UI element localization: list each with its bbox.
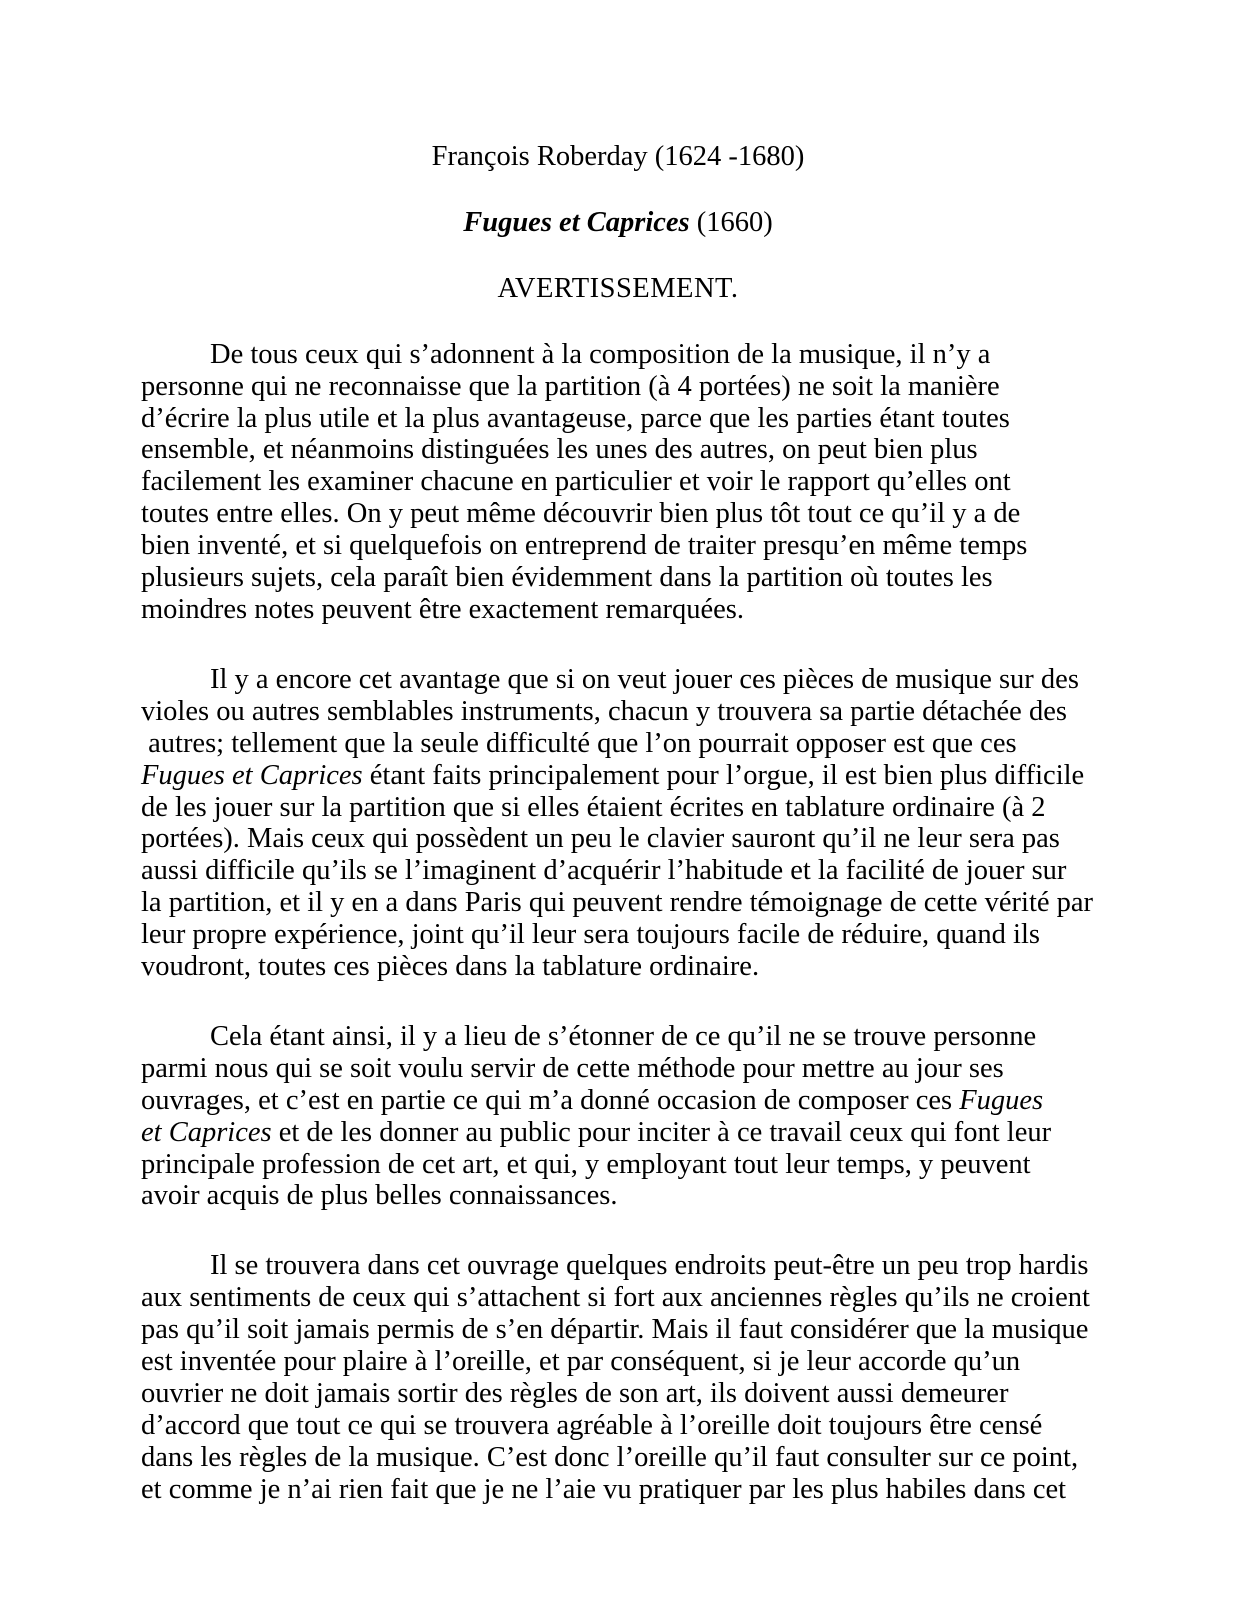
text-line [141, 1474, 1095, 1506]
text-segment: Cela étant ainsi, il y a lieu de s’étonner de ce qu’il ne se trouve personne [210, 1020, 1037, 1052]
text-line [141, 1378, 1095, 1410]
text-segment: personne qui ne reconnaisse que la partition (à 4 portées) ne soit la manière [141, 370, 1000, 402]
text-segment: parmi nous qui se soit voulu servir de cette méthode pour mettre au jour ses [141, 1052, 1004, 1084]
paragraph [141, 664, 1095, 983]
text-line [141, 792, 1095, 824]
text-segment: dans les règles de la musique. C’est donc l’oreille qu’il faut consulter sur ce point, [141, 1441, 1079, 1473]
text-line [141, 1180, 1095, 1212]
text-segment: Il y a encore cet avantage que si on veut jouer ces pièces de musique sur des [210, 663, 1079, 695]
work-title-reference: Fugues [959, 1084, 1044, 1116]
text-segment: d’écrire la plus utile et la plus avantageuse, parce que les parties étant toutes [141, 402, 1010, 434]
text-segment: pas qu’il soit jamais permis de s’en départir. Mais il faut considérer que la musique [141, 1314, 1089, 1346]
text-line [141, 951, 1095, 983]
text-segment: ouvrages, et c’est en partie ce qui m’a donné occasion de composer ces [141, 1084, 960, 1116]
text-line [141, 339, 1095, 371]
text-segment: aussi difficile qu’ils se l’imaginent d’acquérir l’habitude et la facilité de jouer sur [141, 855, 1067, 887]
text-segment: et comme je n’ai rien fait que je ne l’aie vu pratiquer par les plus habiles dans cet [141, 1473, 1067, 1505]
text-line [141, 887, 1095, 919]
text-segment: portées). Mais ceux qui possèdent un peu le clavier sauront qu’il ne leur sera pas [141, 823, 1060, 855]
text-segment: plusieurs sujets, cela paraît bien évidemment dans la partition où toutes les [141, 562, 993, 594]
paragraph [141, 1021, 1095, 1212]
text-segment: ensemble, et néanmoins distinguées les unes des autres, on peut bien plus [141, 434, 978, 466]
text-line [141, 371, 1095, 403]
text-line [141, 1442, 1095, 1474]
text-segment: facilement les examiner chacune en particulier et voir le rapport qu’elles ont [141, 466, 1011, 498]
text-line [141, 664, 1095, 696]
text-segment: principale profession de cet art, et qui, y employant tout leur temps, y peuvent [141, 1148, 1031, 1180]
text-line [141, 919, 1095, 951]
text-segment: est inventée pour plaire à l’oreille, et par conséquent, si je leur accorde qu’un [141, 1346, 1021, 1378]
text-line [141, 403, 1095, 435]
text-segment: Il se trouvera dans cet ouvrage quelques endroits peut-être un peu trop hardis [210, 1250, 1089, 1282]
text-segment: avoir acquis de plus belles connaissances. [141, 1180, 618, 1212]
text-line [141, 823, 1095, 855]
text-line [141, 760, 1095, 792]
text-line [141, 1149, 1095, 1181]
text-line [141, 466, 1095, 498]
work-title-reference: et Caprices [141, 1116, 272, 1148]
text-segment: ouvrier ne doit jamais sortir des règles de son art, ils doivent aussi demeurer [141, 1378, 1009, 1409]
paragraph [141, 339, 1095, 626]
text-line [141, 530, 1095, 562]
work-title-reference: Fugues et Caprices [141, 759, 363, 791]
text-segment: la partition, et il y en a dans Paris qui peuvent rendre témoignage de cette vérité par [141, 887, 1094, 919]
text-segment: voudront, toutes ces pièces dans la tablature ordinaire. [141, 951, 760, 983]
text-line [141, 562, 1095, 594]
text-line [141, 1346, 1095, 1378]
text-line [141, 1021, 1095, 1053]
text-segment: leur propre expérience, joint qu’il leur sera toujours facile de réduire, quand ils [141, 919, 1040, 951]
text-line [141, 1250, 1095, 1282]
text-segment: violes ou autres semblables instruments, chacun y trouvera sa partie détachée des [141, 695, 1067, 727]
text-segment: de les jouer sur la partition que si elles étaient écrites en tablature ordinaire (à 2 [141, 791, 1046, 823]
document-subtitle [141, 207, 1095, 239]
text-segment: et de les donner au public pour inciter à ce travail ceux qui font leur [271, 1116, 1052, 1148]
text-line [141, 855, 1095, 887]
text-segment: De tous ceux qui s’adonnent à la composition de la musique, il n’y a [210, 338, 991, 370]
text-line [141, 594, 1095, 626]
text-line [141, 1282, 1095, 1314]
subtitle-year: (1660) [689, 206, 773, 238]
text-line [141, 1053, 1095, 1085]
text-line [141, 696, 1095, 728]
text-segment: d’accord que tout ce qui se trouvera agréable à l’oreille doit toujours être censé [141, 1409, 1043, 1441]
text-segment: étant faits principalement pour l’orgue, il est bien plus difficile [362, 759, 1085, 791]
text-segment: aux sentiments de ceux qui s’attachent si fort aux anciennes règles qu’ils ne croient [141, 1282, 1090, 1314]
text-line [141, 498, 1095, 530]
text-line [141, 1085, 1095, 1117]
text-segment: bien inventé, et si quelquefois on entreprend de traiter presqu’en même temps [141, 530, 1028, 562]
text-line [141, 1314, 1095, 1346]
text-segment: toutes entre elles. On y peut même découvrir bien plus tôt tout ce qu’il y a de [141, 498, 1021, 530]
text-line [141, 434, 1095, 466]
text-segment: moindres notes peuvent être exactement remarquées. [141, 593, 744, 625]
section-heading: AVERTISSEMENT. [497, 272, 739, 304]
text-segment: autres; tellement que la seule difficulté que l’on pourrait opposer est que ces [141, 727, 1017, 759]
subtitle-work-title: Fugues et Caprices [463, 206, 690, 238]
paragraph [141, 1250, 1095, 1505]
text-line [141, 1117, 1095, 1149]
text-line [141, 1410, 1095, 1442]
document-body [141, 339, 1095, 1506]
document-title: François Roberday (1624 -1680) [431, 141, 805, 172]
text-line [141, 728, 1095, 760]
